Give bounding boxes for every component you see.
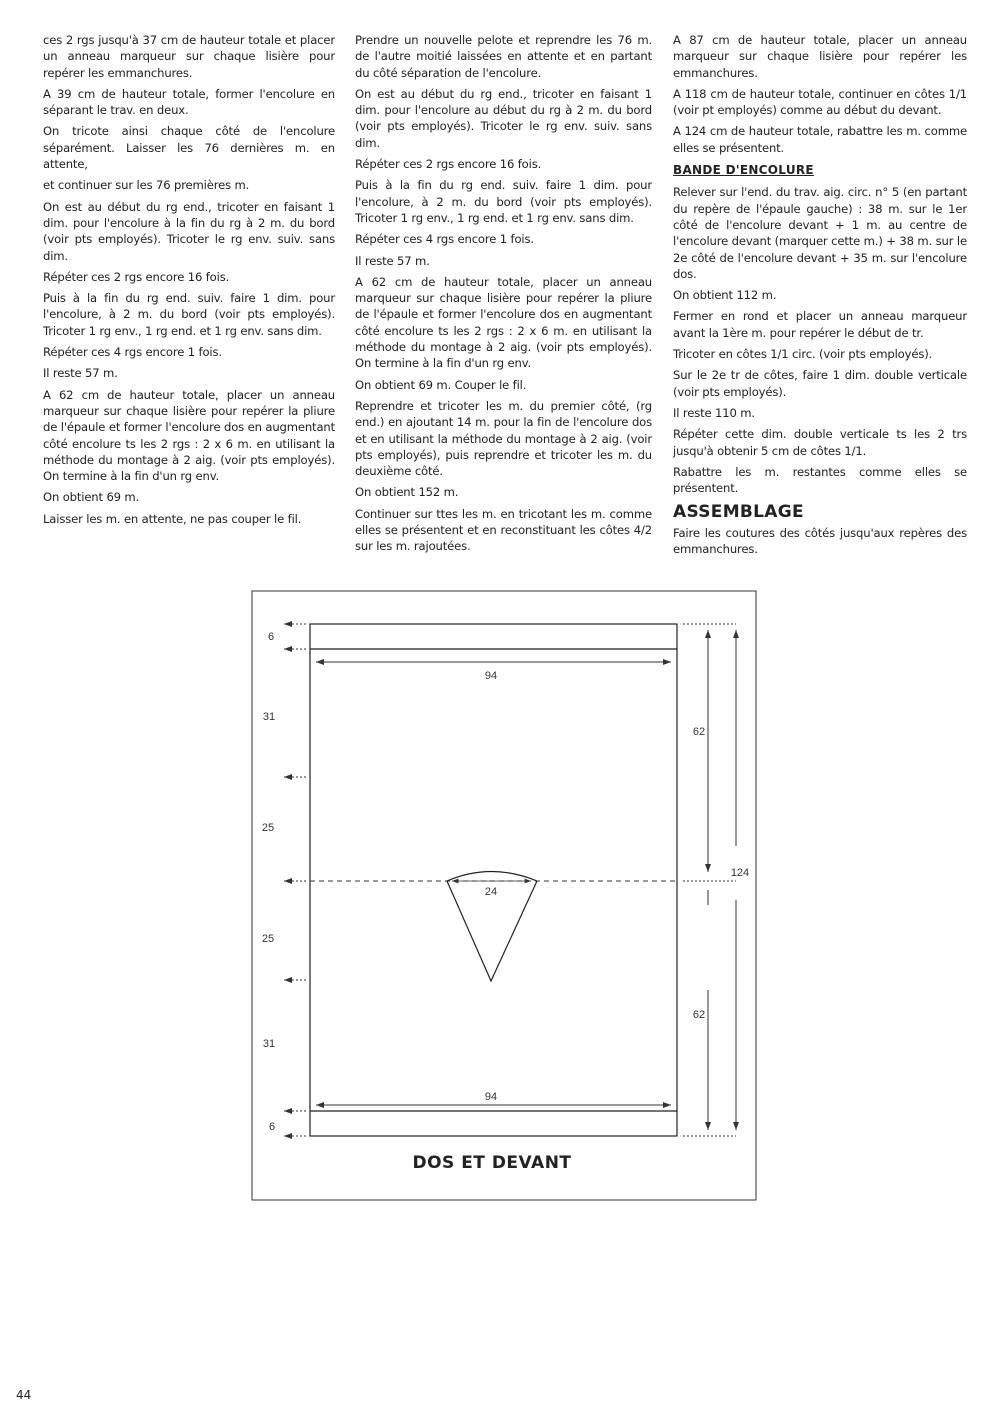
col1-paragraph: On obtient 69 m. [43, 490, 140, 505]
col2-paragraph: Il reste 57 m. [355, 253, 430, 268]
col3b-paragraph: Fermer en rond et placer un anneau marqueur avant la 1ère m. pour repérer le début de tr. [673, 309, 967, 340]
page-number: 44 [16, 1388, 32, 1402]
width-label-top: 94 [484, 670, 498, 682]
col2-paragraph: A 62 cm de hauteur totale, placer un anneau marqueur sur chaque lisière pour repérer la pliure de l'épaule et former l'encolure dos en augmentant côté encolure ts les 2 rgs : 2 x 6 m. en utilisant la méthode du montage à 2 aig. (voir pts employés). On termine à la fin d'un rg env. [355, 274, 652, 371]
col3b-paragraph: Tricoter en côtes 1/1 circ. (voir pts employés). [673, 347, 933, 362]
assembly-text: Faire les coutures des côtés jusqu'aux repères des emmanchures. [673, 525, 967, 557]
neck-width-label: 24 [484, 886, 498, 898]
col3b-paragraph: Rabattre les m. restantes comme elles se présentent. [673, 464, 967, 496]
col3b-paragraph: Sur le 2e tr de côtes, faire 1 dim. double verticale (voir pts employés). [673, 368, 967, 399]
right-label-lower: 62 [692, 1009, 706, 1021]
col2-paragraph: Répéter ces 2 rgs encore 16 fois. [355, 157, 542, 172]
col2-paragraph: Continuer sur ttes les m. en tricotant les m. comme elles se présentent et en reconstituant les côtes 4/2 sur les m. rajoutées. [355, 506, 652, 554]
col1-paragraph: Laisser les m. en attente, ne pas couper le fil. [43, 511, 302, 526]
col1-paragraph: On tricote ainsi chaque côté de l'encolure séparément. Laisser les 76 dernières m. en attente, [43, 124, 335, 172]
diagram-title: DOS ET DEVANT [412, 1153, 572, 1173]
neckline-curve [447, 872, 537, 882]
left-label-rib-bottom: 6 [268, 1121, 276, 1133]
col3b-paragraph: On obtient 112 m. [673, 288, 777, 303]
assembly-heading: ASSEMBLAGE [673, 502, 804, 523]
col2-paragraph: Prendre un nouvelle pelote et reprendre les 76 m. de l'autre moitié laissées en attente et en partant du côté séparation de l'encolure. [355, 33, 652, 80]
right-label-total: 124 [730, 867, 750, 879]
col1-paragraph: Répéter ces 2 rgs encore 16 fois. [43, 269, 230, 284]
col3b-paragraph: Il reste 110 m. [673, 405, 755, 420]
col3b-paragraph: Répéter cette dim. double verticale ts les 2 trs jusqu'à obtenir 5 cm de côtes 1/1. [673, 427, 967, 458]
neckband-heading: BANDE D'ENCOLURE [673, 163, 814, 178]
col3a-paragraph: A 124 cm de hauteur totale, rabattre les m. comme elles se présentent. [673, 124, 967, 155]
col1-paragraph: ces 2 rgs jusqu'à 37 cm de hauteur totale et placer un anneau marqueur sur chaque lisière pour repérer les emmanchures. [43, 33, 335, 80]
col2-paragraph: On est au début du rg end., tricoter en faisant 1 dim. pour l'encolure au début du rg à 2 m. du bord (voir pts employés). Tricoter le rg env. suiv. sans dim. [355, 86, 652, 150]
col2-paragraph: Répéter ces 4 rgs encore 1 fois. [355, 232, 534, 247]
col1-paragraph: et continuer sur les 76 premières m. [43, 178, 250, 193]
left-marker-arrows [284, 624, 306, 1136]
col1-paragraph: A 39 cm de hauteur totale, former l'encolure en séparant le trav. en deux. [43, 86, 335, 118]
left-label-rib-top: 6 [267, 631, 275, 643]
width-label-bottom: 94 [484, 1091, 498, 1103]
right-dimension-lines [683, 624, 736, 1136]
left-label-2: 25 [261, 822, 275, 834]
col1-paragraph: On est au début du rg end., tricoter en faisant 1 dim. pour l'encolure à la fin du rg à 2 m. du bord (voir pts employés). Tricoter le rg env. suiv. sans dim. [43, 199, 335, 263]
left-label-3: 25 [261, 933, 275, 945]
col1-paragraph: Répéter ces 4 rgs encore 1 fois. [43, 345, 222, 360]
right-label-upper: 62 [692, 726, 706, 738]
col2-paragraph: On obtient 69 m. Couper le fil. [355, 377, 527, 392]
col3b-paragraph: Relever sur l'end. du trav. aig. circ. n° 5 (en partant du repère de l'épaule gauche) : 38 m. sur le 1er côté de l'encolure devant + 1 m. au centre de l'encolure devant (marquer cette m.) + 38 m. sur le 2e côté de l'encolure devant + 35 m. sur l'encolure dos. [673, 185, 967, 281]
left-label-4: 31 [262, 1038, 276, 1050]
diagram-frame [252, 591, 756, 1200]
garment-outline [310, 624, 677, 1136]
col1-paragraph: Puis à la fin du rg end. suiv. faire 1 dim. pour l'encolure, à 2 m. du bord (voir pts employés). Tricoter 1 rg env., 1 rg end. et 1 rg env. sans dim. [43, 291, 335, 338]
col2-paragraph: Reprendre et tricoter les m. du premier côté, (rg end.) en ajoutant 14 m. pour la fin de l'encolure dos et en utilisant la méthode du montage à 2 aig. (voir pts employés), puis reprendre et tricoter les m. du deuxième côté. [355, 398, 652, 479]
col2-paragraph: Puis à la fin du rg end. suiv. faire 1 dim. pour l'encolure, à 2 m. du bord (voir pts employés). Tricoter 1 rg env., 1 rg end. et 1 rg env. sans dim. [355, 178, 652, 225]
left-label-1: 31 [262, 711, 276, 723]
col3a-paragraph: A 118 cm de hauteur totale, continuer en côtes 1/1 (voir pt employés) comme au début du devant. [673, 86, 967, 118]
col2-paragraph: On obtient 152 m. [355, 485, 459, 500]
col1-paragraph: A 62 cm de hauteur totale, placer un anneau marqueur sur chaque lisière pour repérer la pliure de l'épaule et former l'encolure dos en augmentant côté encolure ts les 2 rgs : 2 x 6 m. en utilisant la méthode du montage à 2 aig. (voir pts employés). On termine à la fin d'un rg env. [43, 387, 335, 484]
col1-paragraph: Il reste 57 m. [43, 366, 118, 381]
col3a-paragraph: A 87 cm de hauteur totale, placer un anneau marqueur sur chaque lisière pour repérer les emmanchures. [673, 33, 967, 80]
